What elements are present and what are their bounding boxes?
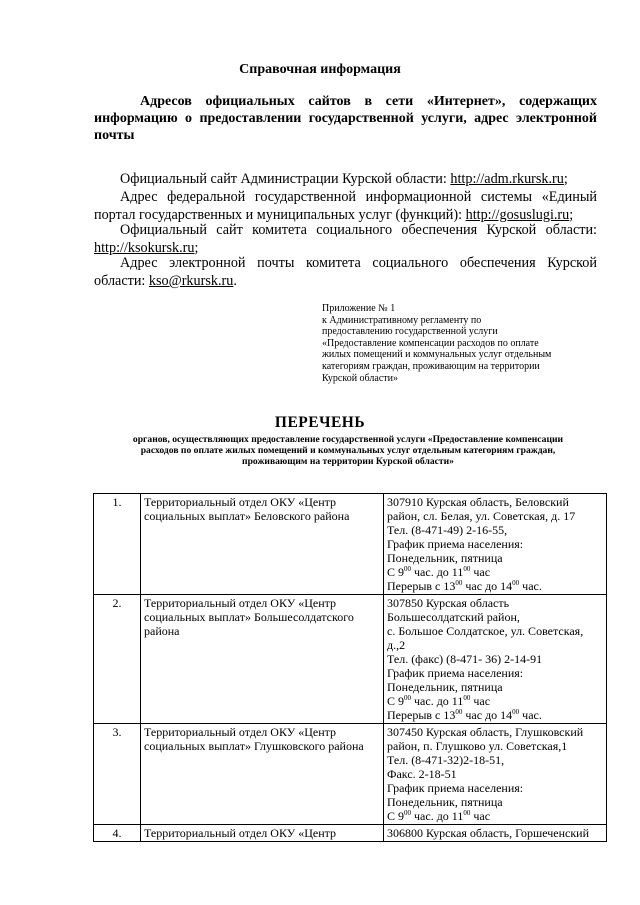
address-line: Тел. (8-471-49) 2-16-55, (387, 523, 508, 537)
paragraph-end: ; (563, 171, 568, 187)
email-link[interactable]: kso@rkursk.ru (148, 273, 234, 289)
address-line: График приема населения: (387, 781, 524, 795)
paragraph-admin-site (94, 170, 597, 188)
schedule-break: Перерыв с $13^{00}$ час до $14^{00}$ час. (387, 579, 542, 593)
address-line: район, п. Глушково ул. Советская,1 (387, 739, 568, 753)
paragraph-email (94, 254, 597, 290)
table-row (94, 595, 607, 724)
table-row (94, 724, 607, 825)
paragraph-text: Адрес федеральной государственной информационной системы «Единый портал государственных и муниципальных услуг (функций): (94, 189, 597, 223)
row-number: 1. (94, 494, 141, 595)
address-line: с. Большое Солдатское, ул. Советская, (387, 624, 584, 638)
schedule-break: Перерыв с $13^{00}$ час до $14^{00}$ час. (387, 708, 542, 722)
appendix-line: «Предоставление компенсации расходов по оплате (322, 337, 539, 349)
appendix-line: категориям граждан, проживающим на территории (322, 360, 540, 372)
org-address (384, 595, 607, 724)
address-line: 307450 Курская область, Глушковский (387, 725, 584, 739)
page-subtitle: Адресов официальных сайтов в сети «Интернет», содержащих информацию о предоставлении государственной услуги, адрес электронной почты (94, 94, 597, 143)
list-description: органов, осуществляющих предоставление государственной услуги «Предоставление компенсации расходов по оплате жилых помещений и коммунальных услуг отдельным категориям граждан, проживающим на территории Курской области» (132, 434, 564, 467)
appendix-note (322, 303, 622, 384)
appendix-line: Приложение № 1 (322, 303, 396, 314)
row-number: 2. (94, 595, 141, 724)
paragraph-end: . (233, 273, 237, 289)
org-name: Территориальный отдел ОКУ «Центр социальных выплат» Большесолдатского района (141, 595, 384, 724)
row-number: 3. (94, 724, 141, 825)
table-row (94, 494, 607, 595)
paragraph-end: ; (569, 207, 574, 223)
address-line: График приема населения: (387, 537, 524, 551)
address-line: Большесолдатский район, (387, 610, 520, 624)
address-line: Факс. 2-18-51 (387, 767, 457, 781)
gosuslugi-link[interactable]: http://gosuslugi.ru (465, 207, 570, 223)
schedule-hours: С $9^{00}$ час. до $11^{00}$ час (387, 809, 491, 823)
admin-site-link[interactable]: http://adm.rkursk.ru (450, 171, 564, 187)
appendix-line: предоставлению государственной услуги (322, 326, 498, 338)
paragraph-text: Адрес электронной почты комитета социального обеспечения Курской области: (94, 255, 597, 289)
appendix-line: Курской области» (322, 372, 398, 384)
address-line: район, сл. Белая, ул. Советская, д. 17 (387, 509, 576, 523)
org-name: Территориальный отдел ОКУ «Центр (141, 825, 384, 842)
org-address (384, 724, 607, 825)
address-line: Тел. (8-471-32)2-18-51, (387, 753, 505, 767)
page-title: Справочная информация (239, 62, 401, 77)
address-line: Понедельник, пятница (387, 795, 503, 809)
table-row (94, 825, 607, 842)
org-address (384, 494, 607, 595)
row-number: 4. (94, 825, 141, 842)
address-line: 307910 Курская область, Беловский (387, 495, 569, 509)
address-line: Понедельник, пятница (387, 551, 503, 565)
paragraph-text: Официальный сайт комитета социального обеспечения Курской области: (120, 222, 597, 238)
address-line: График приема населения: (387, 666, 524, 680)
org-name: Территориальный отдел ОКУ «Центр социальных выплат» Беловского района (141, 494, 384, 595)
appendix-line: жилых помещений и коммунальных услуг отдельным (322, 349, 552, 361)
address-line: Понедельник, пятница (387, 680, 503, 694)
org-name: Территориальный отдел ОКУ «Центр социальных выплат» Глушковского района (141, 724, 384, 825)
schedule-hours: С $9^{00}$ час. до $11^{00}$ час (387, 565, 491, 579)
list-title: ПЕРЕЧЕНЬ (274, 414, 366, 431)
address-line: 307850 Курская область (387, 596, 510, 610)
address-line: д.,2 (387, 638, 406, 652)
paragraph-committee-site (94, 221, 597, 257)
address-line: Тел. (факс) (8-471- 36) 2-14-91 (387, 652, 543, 666)
org-address (384, 825, 607, 842)
appendix-line: к Административному регламенту по (322, 314, 482, 326)
organizations-table (93, 493, 607, 842)
schedule-hours: С $9^{00}$ час. до $11^{00}$ час (387, 694, 491, 708)
paragraph-gosuslugi (94, 188, 597, 224)
paragraph-end: ; (194, 240, 199, 256)
address-line: 306800 Курская область, Горшеченский (387, 826, 590, 840)
paragraph-text: Официальный сайт Администрации Курской области: (120, 171, 451, 187)
committee-site-link[interactable]: http://ksokursk.ru (94, 240, 195, 256)
